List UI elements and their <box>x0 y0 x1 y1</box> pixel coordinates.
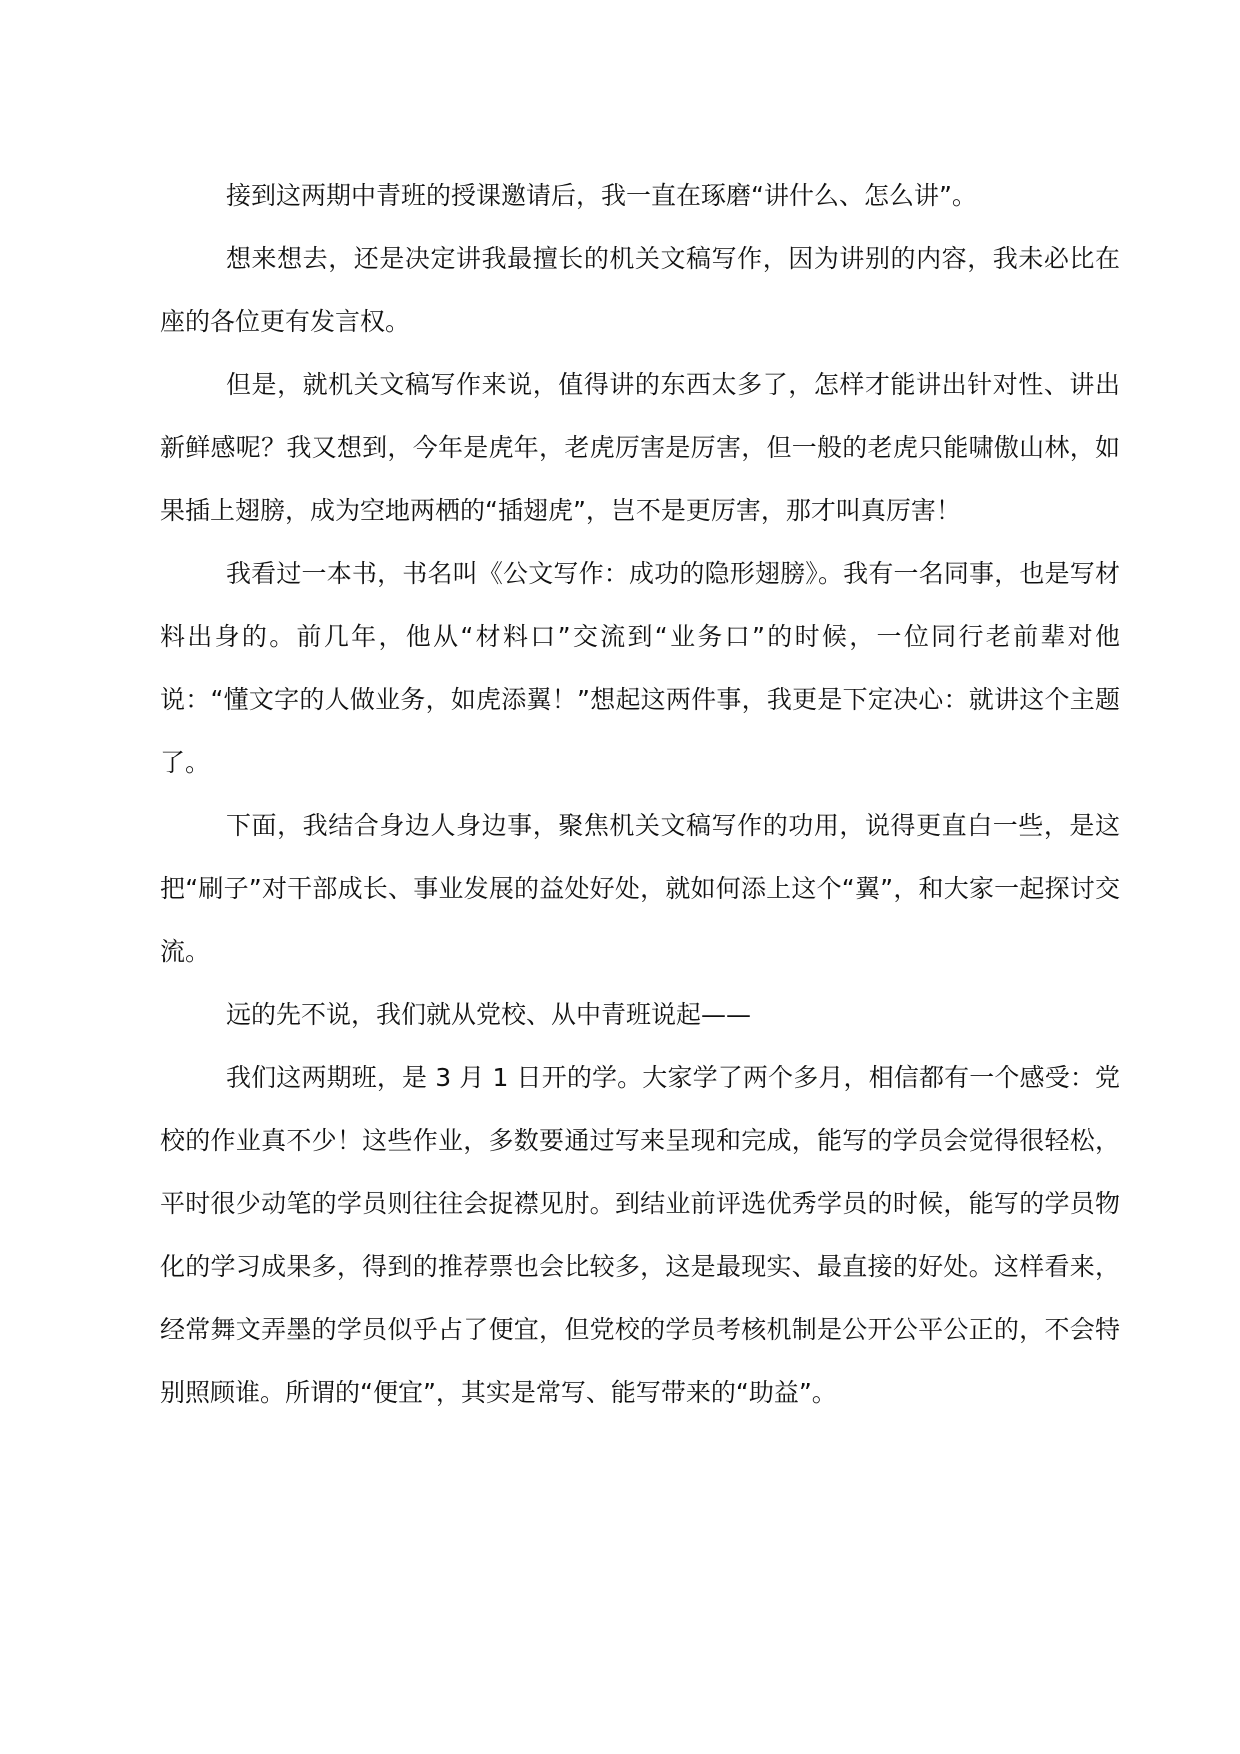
paragraph-1: 接到这两期中青班的授课邀请后，我一直在琢磨“讲什么、怎么讲”。 <box>226 181 977 210</box>
paragraph-7: 我们这两期班，是 3 月 1 日开的学。大家学了两个多月，相信都有一个感受：党校的作业真不少！这些作业，多数要通过写来呈现和完成，能写的学员会觉得很轻松，平时很少动笔的学员则往往会捉襟见肘。到结业前评选优秀学员的时候，能写的学员物化的学习成果多，得到的推荐票也会比较多，这是最现实、最直接的好处。这样看来，经常舞文弄墨的学员似乎占了便宜，但党校的学员考核机制是公开公平公正的，不会特别照顾谁。所谓的“便宜”，其实是常写、能写带来的“助益”。 <box>160 1063 1120 1407</box>
document-body <box>160 164 1120 1424</box>
paragraph-6: 远的先不说，我们就从党校、从中青班说起—— <box>226 1000 752 1029</box>
paragraph-2: 想来想去，还是决定讲我最擅长的机关文稿写作，因为讲别的内容，我未必比在座的各位更有发言权。 <box>160 244 1120 336</box>
paragraph-5: 下面，我结合身边人身边事，聚焦机关文稿写作的功用，说得更直白一些，是这把“刷子”对干部成长、事业发展的益处好处，就如何添上这个“翼”，和大家一起探讨交流。 <box>160 811 1120 966</box>
paragraph-4: 我看过一本书，书名叫《公文写作：成功的隐形翅膀》。我有一名同事，也是写材料出身的。前几年，他从“材料口”交流到“业务口”的时候，一位同行老前辈对他说：“懂文字的人做业务，如虎添翼！”想起这两件事，我更是下定决心：就讲这个主题了。 <box>160 559 1120 777</box>
paragraph-3: 但是，就机关文稿写作来说，值得讲的东西太多了，怎样才能讲出针对性、讲出新鲜感呢？我又想到，今年是虎年，老虎厉害是厉害，但一般的老虎只能啸傲山林，如果插上翅膀，成为空地两栖的“插翅虎”，岂不是更厉害，那才叫真厉害！ <box>160 370 1120 525</box>
